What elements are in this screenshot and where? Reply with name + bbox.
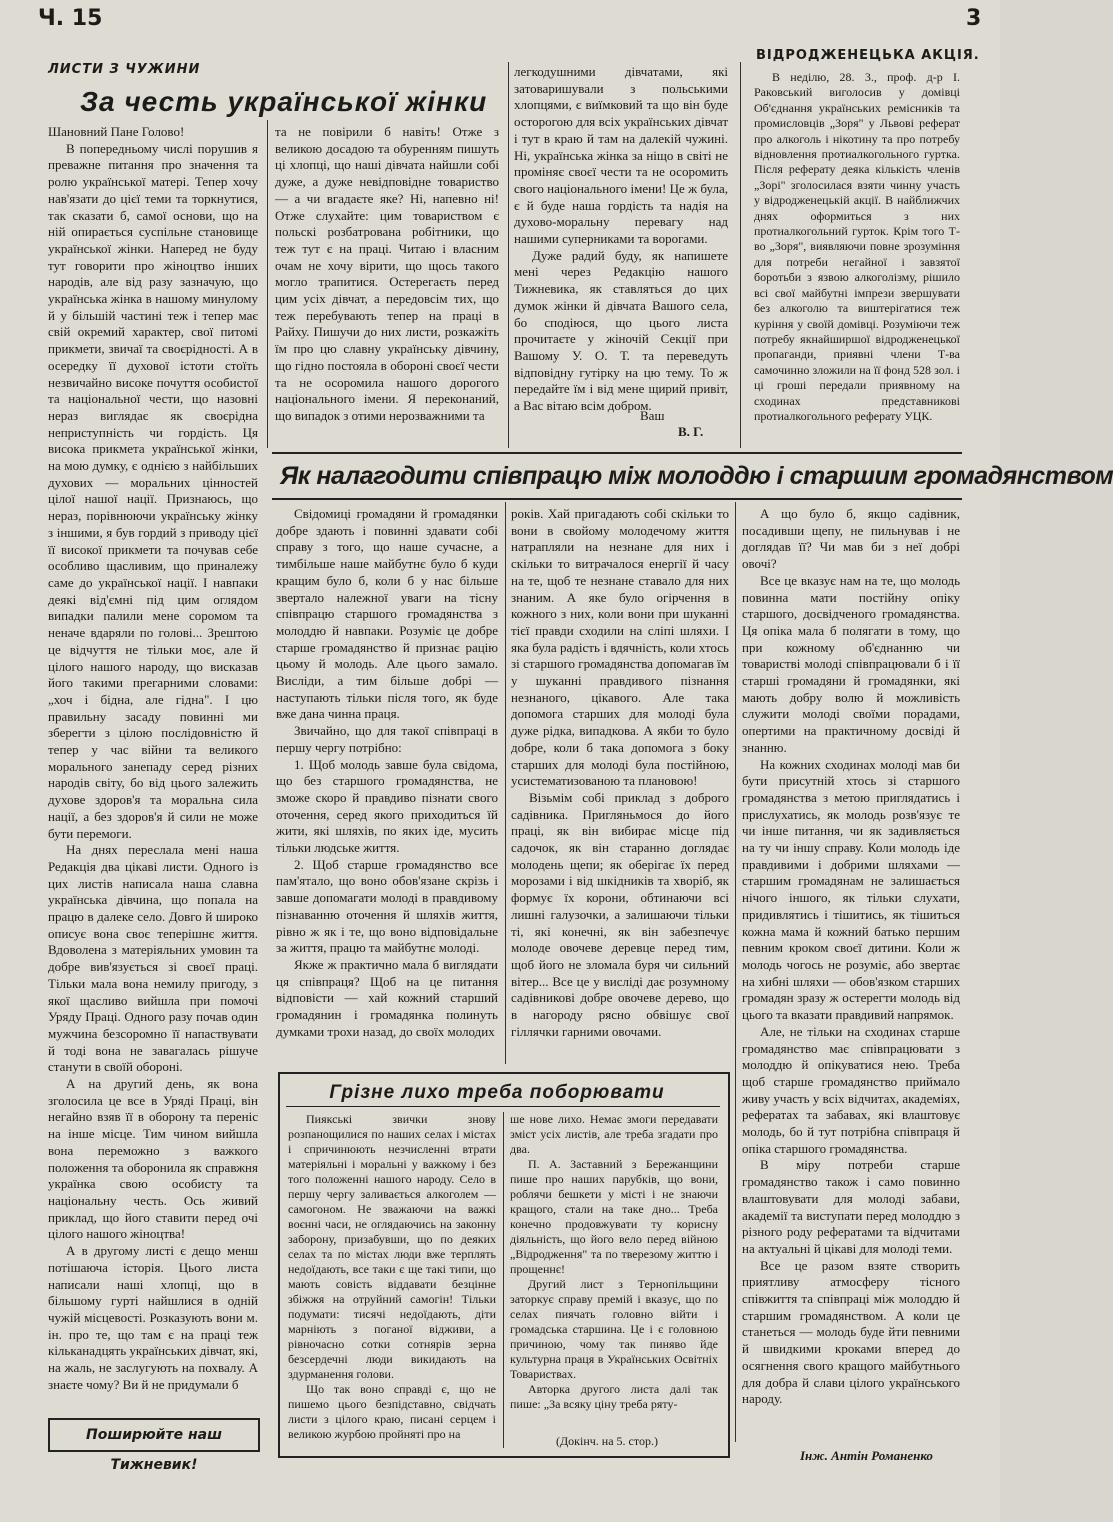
- title-rule-bottom: [272, 498, 962, 500]
- column-rule: [508, 62, 509, 448]
- article2-paragraph: Звичайно, що для такої співпраці в першу чергу потрібно:: [276, 723, 498, 755]
- article2-paragraph: Свідомиці громадяни й громадянки добре здають і повинні здавати собі справу з того, що наше сучасне, а тимбільше наше майбутнє було б куди кращим було б, коли б у нас більше звертало належної уваги на тісну співпрацю старшого громадянства з молоддю й навпаки. Розуміє це добре старше громадянство й признає рацію цьому й молодь. Але цього замало. Висліди, а тим більше добрі — наступають тільки після того, як буде вже дана чинна праця.: [276, 506, 498, 722]
- promo-banner: Поширюйте наш Тижневик!: [48, 1418, 260, 1452]
- article3-paragraph: Що так воно справді є, що не пишемо цього безпідставно, свідчать листи з цілого краю, писані серцем і великою журбою пройняті про на: [288, 1382, 496, 1441]
- article3-paragraph: Другий лист з Тернопільщини заторкує справу премій і вказує, що по селах пиячать головно війти і громадська старшина. Це і є головною причиною, чому так пиняво йде культурна праця в Українських Освітніх Товариствах.: [510, 1277, 718, 1381]
- article3-title-rule: [286, 1106, 720, 1107]
- side-article-title: ВІДРОДЖЕНЕЦЬКА АКЦІЯ.: [756, 48, 980, 63]
- article2-paragraph: Все це вказує нам на те, що молодь повинна мати постійну опіку старшого, досвідченого громадянства. Ця опіка мала б полягати в тому, що при кожному об'єднанню чи товаристві молоді співпрацювали б і її старші громадяни й громадянки, які мають добру волю й можливість служити молоді своїми порадами, опертими на практичному досвіді й знанню.: [742, 572, 960, 755]
- article2-column-3: [742, 506, 960, 1436]
- article1-sign-word: Ваш: [640, 408, 665, 423]
- section-label: ЛИСТИ З ЧУЖИНИ: [48, 62, 201, 77]
- article2-paragraph: Візьмім собі приклад з доброго садівника. Пригляньмося до його праці, як він вибирає місце під садочок, як він старанно доглядає молодень щепи; як оберігає їх перед морозами і від шкідників та хворіб, як формує їх корони, обтинаючи всі лишні галузочки, а залишаючи тільки ті, які конечні, як він забезпечує молоде овочеве деревце перед тим, щоб його не зломала буря чи сильний вітер... Все це у висліді дає розумному садівникові добре овочеве дерево, що в нагороду рясно обвішує свої гіллячки гарними овочами.: [511, 789, 729, 1039]
- article1-title: За честь української жінки: [80, 86, 488, 117]
- article3-column-2: [510, 1112, 718, 1430]
- article2-paragraph: В міру потреби старше громадянство також і само повинно влаштовувати для молоді забави, академії та виступати перед молоддю з різного роду рефератами та відчитами на актуальні й цікаві для молоді теми.: [742, 1157, 960, 1256]
- article2-signature: Інж. Антін Романенко: [800, 1448, 933, 1463]
- article2-title: Як налагодити співпрацю між молоддю і старшим громадянством: [280, 462, 1113, 490]
- article3-column-1: [288, 1112, 496, 1448]
- article1-column-3: [514, 64, 728, 414]
- article1-greeting: Шановний Пане Голово!: [48, 124, 185, 139]
- article3-title: Грізне лихо треба поборювати: [329, 1082, 665, 1103]
- article1-paragraph: В попередньому числі порушив я преважне питання про значення та ролю української матері. Тепер хочу нав'язати до цієї теми та торкнутися, так сказати б, самої основи, що на ній опирається суспільне становище української жінки. Наперед не буду тут говорити про жіноцтво інших народів, але від разу зазначую, що українська жінка в нашому минулому й у більшій частині теж і тепер має свій окремий характер, свої питомі прикмети, звичаї та своєрідності. А в осередку її духової істоти стоїть незвичайно високе почуття особистої та національної чести, що назовні нераз виглядає як своєрідна неприступність чи гордість. Ця висока прикмета української жінки, на мою думку, є однією з найбільших духових — моральних цінностей цілої нашої нації. Признаюсь, що нераз, порівнюючи українську жінку з іншими, я був гордий з приводу цієї її високої прикмети та почував себе особливо щасливим, що приналежу саме до української нації. І навпаки деякі від'ємні під цим оглядом випадки палили мене соромом та неначе вдаряли по голові... Зрештою це відчуття не тільки моє, але й цілого нашого народу, що висказав його такими прегарними словами: „хоч і бідна, але гідна". І цю правильну засаду повинні ми зберегти з цілою послідовністю й тепер у час війни та великого морального занепаду серед різних народів світу, бо від цього залежить духове здоров'я та моральна сила нації, а без здоров'я й сили не може бути перемоги.: [48, 140, 258, 841]
- article2-paragraph: А що було б, якщо садівник, посадивши щепу, не пильнував і не доглядав її? Чи мав би з неї добрі овочі?: [742, 506, 960, 572]
- article1-paragraph: А в другому листі є дещо менш потішаюча історія. Цього листа написали наші хлопці, що в більшому гурті найшлися в одній чужій місцевості. Розказують вони м. ін. про те, що там є на праці теж кільканадцять українських дівчат, які, на жаль, не заслугують на похвалу. А знаєте чому? Ви й не придумали б: [48, 1243, 258, 1392]
- column-rule: [267, 120, 268, 448]
- article3-continued-note: (Докінч. на 5. стор.): [556, 1434, 658, 1448]
- column-rule: [735, 502, 736, 1442]
- column-rule: [740, 62, 741, 448]
- column-rule: [503, 1112, 504, 1448]
- article2-paragraph: 1. Щоб молодь завше була свідома, що без старшого громадянства, не зможе скоро й правдиво пізнати свого оточення, серед якого приходиться їй жити, які шляхів, по яких іде, мусить тільки людське життя.: [276, 756, 498, 856]
- article2-column-1: [276, 506, 498, 1060]
- article1-column-2: [275, 124, 499, 448]
- article1-paragraph: А на другий день, як вона зголосила це все в Уряді Праці, він негайно взяв її в оборону та переніс на інше місце. Тим чином вийшла вона переможно з важкого положення та оборонила як справжня українка свою особисту та національну честь. Ось живий приклад, що його ставити перед очі цілого нашого жіноцтва!: [48, 1076, 258, 1242]
- article1-paragraph: та не повірили б навіть! Отже з великою досадою та обуренням пишуть ці хлопці, що наші дівчата найшли собі дуже, а дуже невідповідне товариство — а чи вгадаєте яке? Ні, напевно ні! Отже слухайте: цим товариством є польскі розбатрована робітники, що теж тут є на праці. Читаю і власним очам не хочу вірити, що щось такого могло трапитися. Остерегаєть перед цим усіх дівчат, а передовсім тих, що теж перебувають тепер на праці в Райху. Пишучи до них листи, розкажіть їм про цю славну українську дівчину, що гідно постояла в обороні своєї чести та не осоромила нашого дорогого національного імени. Я переконаний, що випадок з отими нерозважними та: [275, 124, 499, 423]
- column-rule: [505, 502, 506, 1064]
- article2-column-2: [511, 506, 729, 1060]
- article3-paragraph: Авторка другого листа далі так пише: „За всяку ціну треба ряту-: [510, 1382, 718, 1411]
- article1-paragraph: Дуже радий буду, як напишете мені через Редакцію нашого Тижневика, як ставляться до цих думок жінки й дівчата Вашого села, бо сподіюся, що цього листа прочитаєте у жіночій Секції при Вашому У. О. Т. та переведуть відповідну гутірку на цю тему. То ж передайте їм і від мене щирий привіт, а Вас вітаю всім добром.: [514, 247, 728, 414]
- title-rule-top: [272, 452, 962, 454]
- article1-paragraph: легкодушними дівчатами, які затоваришували з польськими хлопцями, є виїмковий та що він буде осторогою для всіх українських дівчат і тут в краю й там на далекій чужині. Ні, українська жінка за ніщо в світі не проміняє своєї чести та не осоромить свого національного імени! Це ж була, є й буде наша гордість та надія на духово-моральну перевагу над нашими суперниками та ворогами.: [514, 64, 728, 247]
- article1-column-1: [48, 124, 258, 1406]
- article3-paragraph: ше нове лихо. Немає змоги передавати зміст усіх листів, але треба згадати про два.: [510, 1112, 718, 1156]
- side-article-text: В неділю, 28. 3., проф. д-р І. Раковський виголосив у домівці Об'єднання українських ремісників та промисловців „Зоря" у Львові реферат про алкоголь і нікотину та про потребу відновлення протиалкогольного гуртка. Після реферату деяка кількість членів „Зорі" зголосилася взяти чинну участь у відродженецькій акції. В найближчих днях оформиться з них протиалкогольний гурток. Крім того Т-во „Зоря", виявляючи повне зрозуміння для потреби негайної і завзятої боротьби з язвою алкоголізму, рішило всі свої майбутні імпрези звершувати без алкоголю та виштерігатися теж куріння у своїй домівці. Розуміючи теж потребу якнайширшої відродженецької пропаганди, приявні члени Т-ва самочинно зложили на її фонд 528 зол. і ці гроші передали приявному на сходинах представникові протиалкогольного реферату УЦК.: [754, 70, 960, 423]
- article2-paragraph: 2. Щоб старше громадянство все пам'ятало, що воно обов'язане скрізь і завше допомагати молоді в правдивому пізнаванню оточення й шляхів життя, рівно ж як і те, що воно відповідальне за життя, працю та майбутнє молоді.: [276, 856, 498, 956]
- article2-paragraph: Якже ж практично мала б виглядати ця співпраця? Щоб на це питання відповісти — хай кожний старший громадянин і громадянка полинуть думками трохи назад, до своїх молодих: [276, 956, 498, 1039]
- side-article-body: [754, 70, 960, 440]
- article1-sign-initials: В. Г.: [678, 424, 704, 439]
- article3-paragraph: Пиякські звички знову розпанощилися по наших селах і містах і спричинюють незчисленні втрати матеріяльні і моральні у важкому і без того положенні нашого народу. Село в першу чергу заливається алкоголем — самогоном. Не зважаючи на важкі воєнні часи, не оглядаючись на законну заборону, призабувши, що по деяких селах та по містах люди вже терплять недоїдають, все таки є ще такі типи, що мають совість віддавати безцінне збіжжя на отруйний самогін! Тільки подумати: тисячі недоїдають, діти марніють з поганої відживи, а рівночасно сотки сотнярів зерна безсердечні люди викидають на здурманення голови.: [288, 1112, 496, 1381]
- article2-paragraph: років. Хай пригадають собі скільки то вони в свойому молодечому життя натрапляли на незнане для них і скільки то витрачалося енергії й часу на те, щоб те незнане ставало для них знаним. А яке було огірчення в кожного з них, коли вони при шуканні тієї правди сходили на сліпі шляхи. І яка була радість і вдячність, коли хтось зі старшого громадянства допомагав їм у шуканні правдивого пізнання незнаного, цікавого. Але така допомога старших для молоді була дуже рідка, випадкова. А якби то було добре, коли б така допомога з боку старших для молоді була постійною, усистематизованою та плановою!: [511, 506, 729, 789]
- article2-paragraph: На кожних сходинах молоді мав би бути присутній хтось зі старшого громадянства з метою приглядатись і прислухатись, як молодь розв'язує те чи інше питання, чи як задивляється на ту чи іншу справу. Коли молодь іде правдивими і добрими шляхами — старшим громадянам не залишається нічого іншого, як тільки слухати, придивлятись і тішитись, як тішиться кожна мама й кожний батько першим певним кроком своєї дитини. Коли ж молодь чогось не розуміє, або звертає на хибні шляхи — обов'язком старших громадян зразу ж остерегти молодь від цього та вказати правдивий напрямок.: [742, 756, 960, 1023]
- article2-paragraph: Все це разом взяте створить приятливу атмосферу тісного співжиття та співпраці між молоддю й старшим громадянством. А коли це станеться — молодь буде йти певними й швидкими кроками вперед до осягнення свого кращого майбутнього для добра й слави цілого українського народу.: [742, 1257, 960, 1407]
- page-number-right: 3: [966, 6, 982, 31]
- article3-paragraph: П. А. Заставний з Бережанщини пише про наших парубків, що вони, роблячи бешкети у місті і не знаючи кращого, стали на таке дно... Треба конечно продовжувати ту корисну діяльність, що його вело перед війною „Відродження" та по тверезому життю і прощеннє!: [510, 1157, 718, 1276]
- article2-paragraph: Але, не тільки на сходинах старше громадянство має співпрацювати з молоддю й опікуватися нею. Треба щоб старше громадянство приймало живу участь у всіх відчитах, академіях, рефератах та забавах, які влаштовує молодь, бо й тут потрібна співпраця й опіка старшого громадянства.: [742, 1023, 960, 1156]
- article1-paragraph: На днях переслала мені наша Редакція два цікаві листи. Одного із цих листів написала наша славна українська дівчина, що попала на працю в далеке село. Довго й широко описує вона своє теперішнє життя. Вдоволена з матеріяльних умовин та добре вив'язується зі своєї праці. Тільки мала вона немилу пригоду, з якої щасливо вийшла при помочі Уряду Праці. Одного разу почав один мужчина безсоромно її напаствувати й тоді вона не завагалась рішуче станути в своїй обороні.: [48, 842, 258, 1075]
- page-number-left: Ч. 15: [38, 6, 103, 31]
